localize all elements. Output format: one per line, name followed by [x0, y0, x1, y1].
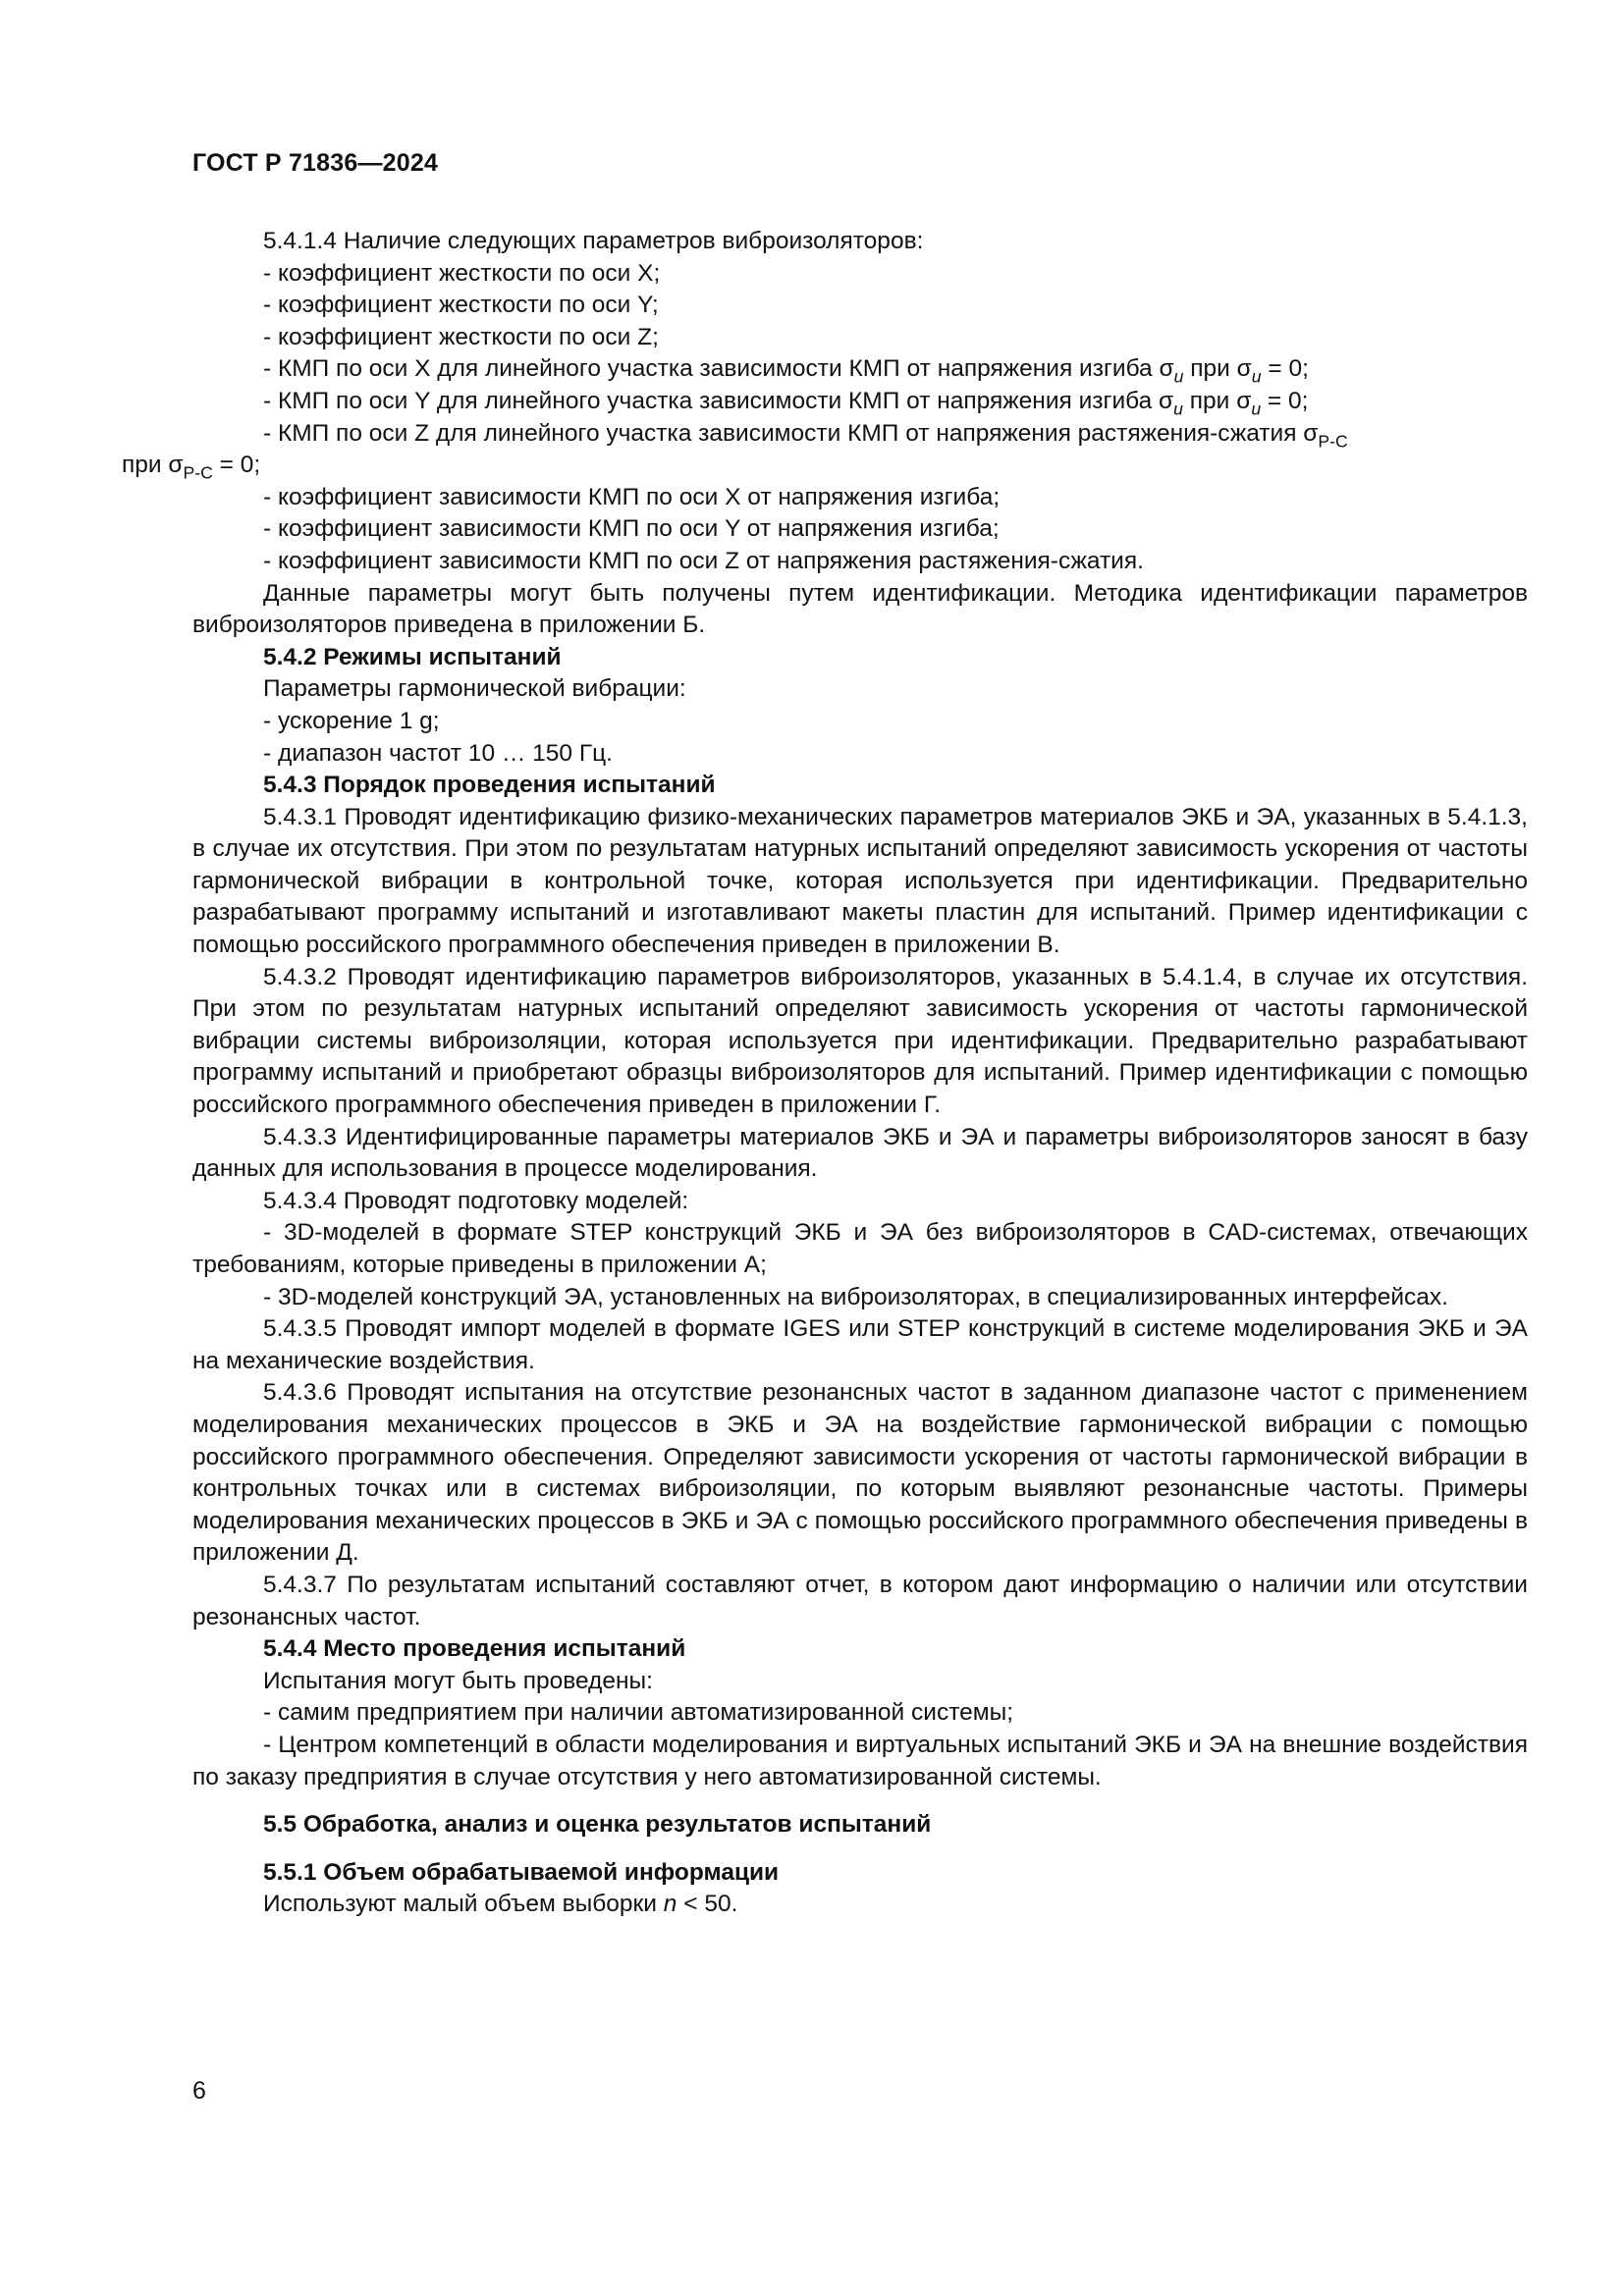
- list-item: [192, 386, 1528, 418]
- list-item: - 3D-моделей в формате STEP конструкций ЭКБ и ЭА без виброизоляторов в CAD-системах, отвечающих требованиям, которые приведены в приложении А;: [192, 1219, 1528, 1278]
- list-item-text: = 0;: [212, 452, 261, 479]
- section-heading-5-4-2: 5.4.2 Режимы испытаний: [263, 643, 562, 670]
- list-item: - коэффициент жесткости по оси X;: [263, 259, 661, 287]
- paragraph: 5.4.3.5 Проводят импорт моделей в формате IGES или STEP конструкций в системе моделирования ЭКБ и ЭА на механические воздействия.: [192, 1315, 1528, 1374]
- paragraph-text: Используют малый объем выборки: [263, 1891, 664, 1918]
- sigma-symbol: σ: [1236, 387, 1252, 414]
- list-item-text: = 0;: [1261, 387, 1309, 414]
- list-item: [122, 418, 1528, 483]
- sigma-symbol: σ: [1159, 355, 1174, 383]
- paragraph: [192, 1889, 1528, 1921]
- list-item: - Центром компетенций в области моделирования и виртуальных испытаний ЭКБ и ЭА на внешние воздействия по заказу предприятия в случае отсутствия у него автоматизированной системы.: [192, 1731, 1528, 1790]
- document-body: [122, 226, 1528, 1921]
- subscript: u: [1251, 399, 1262, 419]
- subscript: u: [1173, 399, 1183, 419]
- list-item-text: - КМП по оси X для линейного участка зависимости КМП от напряжения изгиба: [263, 355, 1160, 383]
- list-item: - коэффициент зависимости КМП по оси Z от напряжения растяжения-сжатия.: [263, 547, 1144, 574]
- list-item-text: при: [1182, 387, 1237, 414]
- list-item: - коэффициент жесткости по оси Y;: [263, 292, 659, 319]
- list-item: - коэффициент зависимости КМП по оси Y от напряжения изгиба;: [263, 515, 1000, 543]
- list-item-text: = 0;: [1261, 355, 1309, 383]
- paragraph: Данные параметры могут быть получены путем идентификации. Методика идентификации параметров виброизоляторов приведена в приложении Б.: [192, 579, 1528, 639]
- list-item: - ускорение 1 g;: [263, 707, 440, 734]
- list-item: - 3D-моделей конструкций ЭА, установленных на виброизоляторах, в специализированных интерфейсах.: [263, 1283, 1448, 1310]
- paragraph: 5.4.3.4 Проводят подготовку моделей:: [263, 1187, 689, 1214]
- list-item: - диапазон частот 10 … 150 Гц.: [263, 739, 613, 767]
- variable-n: n: [663, 1891, 677, 1918]
- list-item: - коэффициент жесткости по оси Z;: [263, 323, 659, 350]
- paragraph: 5.4.3.1 Проводят идентификацию физико-механических параметров материалов ЭКБ и ЭА, указанных в 5.4.1.3, в случае их отсутствия. При этом по результатам натурных испытаний определяют зависимость ускорения от частоты гармонической вибрации в контрольной точке, которая используется при идентификации. Предварительно разрабатывают программу испытаний и изготавливают макеты пластин для испытаний. Пример идентификации с помощью российского программного обеспечения приведен в приложении В.: [192, 803, 1528, 959]
- section-heading-5-4-4: 5.4.4 Место проведения испытаний: [263, 1635, 686, 1663]
- paragraph: Испытания могут быть проведены:: [263, 1667, 653, 1694]
- paragraph: 5.4.3.6 Проводят испытания на отсутствие резонансных частот в заданном диапазоне частот с применением моделирования механических процессов в ЭКБ и ЭА на воздействие гармонической вибрации с помощью российского программного обеспечения. Определяют зависимости ускорения от частоты гармонической вибрации в контрольных точках или в системах виброизоляции, по которым выявляют резонансные частоты. Примеры моделирования механических процессов в ЭКБ и ЭА с помощью российского программного обеспечения приведены в приложении Д.: [192, 1379, 1528, 1567]
- section-heading-5-5-1: 5.5.1 Объем обрабатываемой информации: [263, 1858, 780, 1886]
- subscript: P-C: [183, 462, 213, 483]
- paragraph: 5.4.3.7 По результатам испытаний составляют отчет, в котором дают информацию о наличии или отсутствии резонансных частот.: [192, 1571, 1528, 1630]
- subscript: u: [1251, 367, 1262, 388]
- list-item-text: - КМП по оси Z для линейного участка зависимости КМП от напряжения растяжения-сжатия: [263, 419, 1304, 447]
- subscript: P-C: [1318, 431, 1348, 452]
- sigma-symbol: σ: [168, 452, 184, 479]
- list-item: [192, 353, 1528, 386]
- document-header: ГОСТ Р 71836—2024: [192, 149, 439, 177]
- paragraph: Параметры гармонической вибрации:: [263, 675, 686, 703]
- list-item-text: при: [122, 452, 169, 479]
- section-heading-5-5: 5.5 Обработка, анализ и оценка результатов испытаний: [263, 1811, 932, 1839]
- clause-5-4-1-4-title: 5.4.1.4 Наличие следующих параметров виброизоляторов:: [263, 228, 924, 254]
- list-item-text: - КМП по оси Y для линейного участка зависимости КМП от напряжения изгиба: [263, 387, 1160, 414]
- list-item: - самим предприятием при наличии автоматизированной системы;: [263, 1699, 1014, 1727]
- sigma-symbol: σ: [1236, 355, 1252, 383]
- section-heading-5-4-3: 5.4.3 Порядок проведения испытаний: [263, 772, 716, 799]
- paragraph: 5.4.3.2 Проводят идентификацию параметров виброизоляторов, указанных в 5.4.1.4, в случае их отсутствия. При этом по результатам натурных испытаний определяют зависимость ускорения от частоты гармонической вибрации системы виброизоляции, которая используется при идентификации. Предварительно разрабатывают программу испытаний и приобретают образцы виброизоляторов для испытаний. Пример идентификации с помощью российского программного обеспечения приведен в приложении Г.: [192, 963, 1528, 1119]
- paragraph-text: < 50.: [677, 1891, 738, 1918]
- list-item: - коэффициент зависимости КМП по оси X от напряжения изгиба;: [263, 483, 1001, 510]
- list-item-text: при: [1183, 355, 1237, 383]
- sigma-symbol: σ: [1303, 419, 1319, 447]
- subscript: u: [1173, 367, 1184, 388]
- sigma-symbol: σ: [1159, 387, 1174, 414]
- paragraph: 5.4.3.3 Идентифицированные параметры материалов ЭКБ и ЭА и параметры виброизоляторов заносят в базу данных для использования в процессе моделирования.: [192, 1123, 1528, 1183]
- page-number: 6: [192, 2077, 206, 2105]
